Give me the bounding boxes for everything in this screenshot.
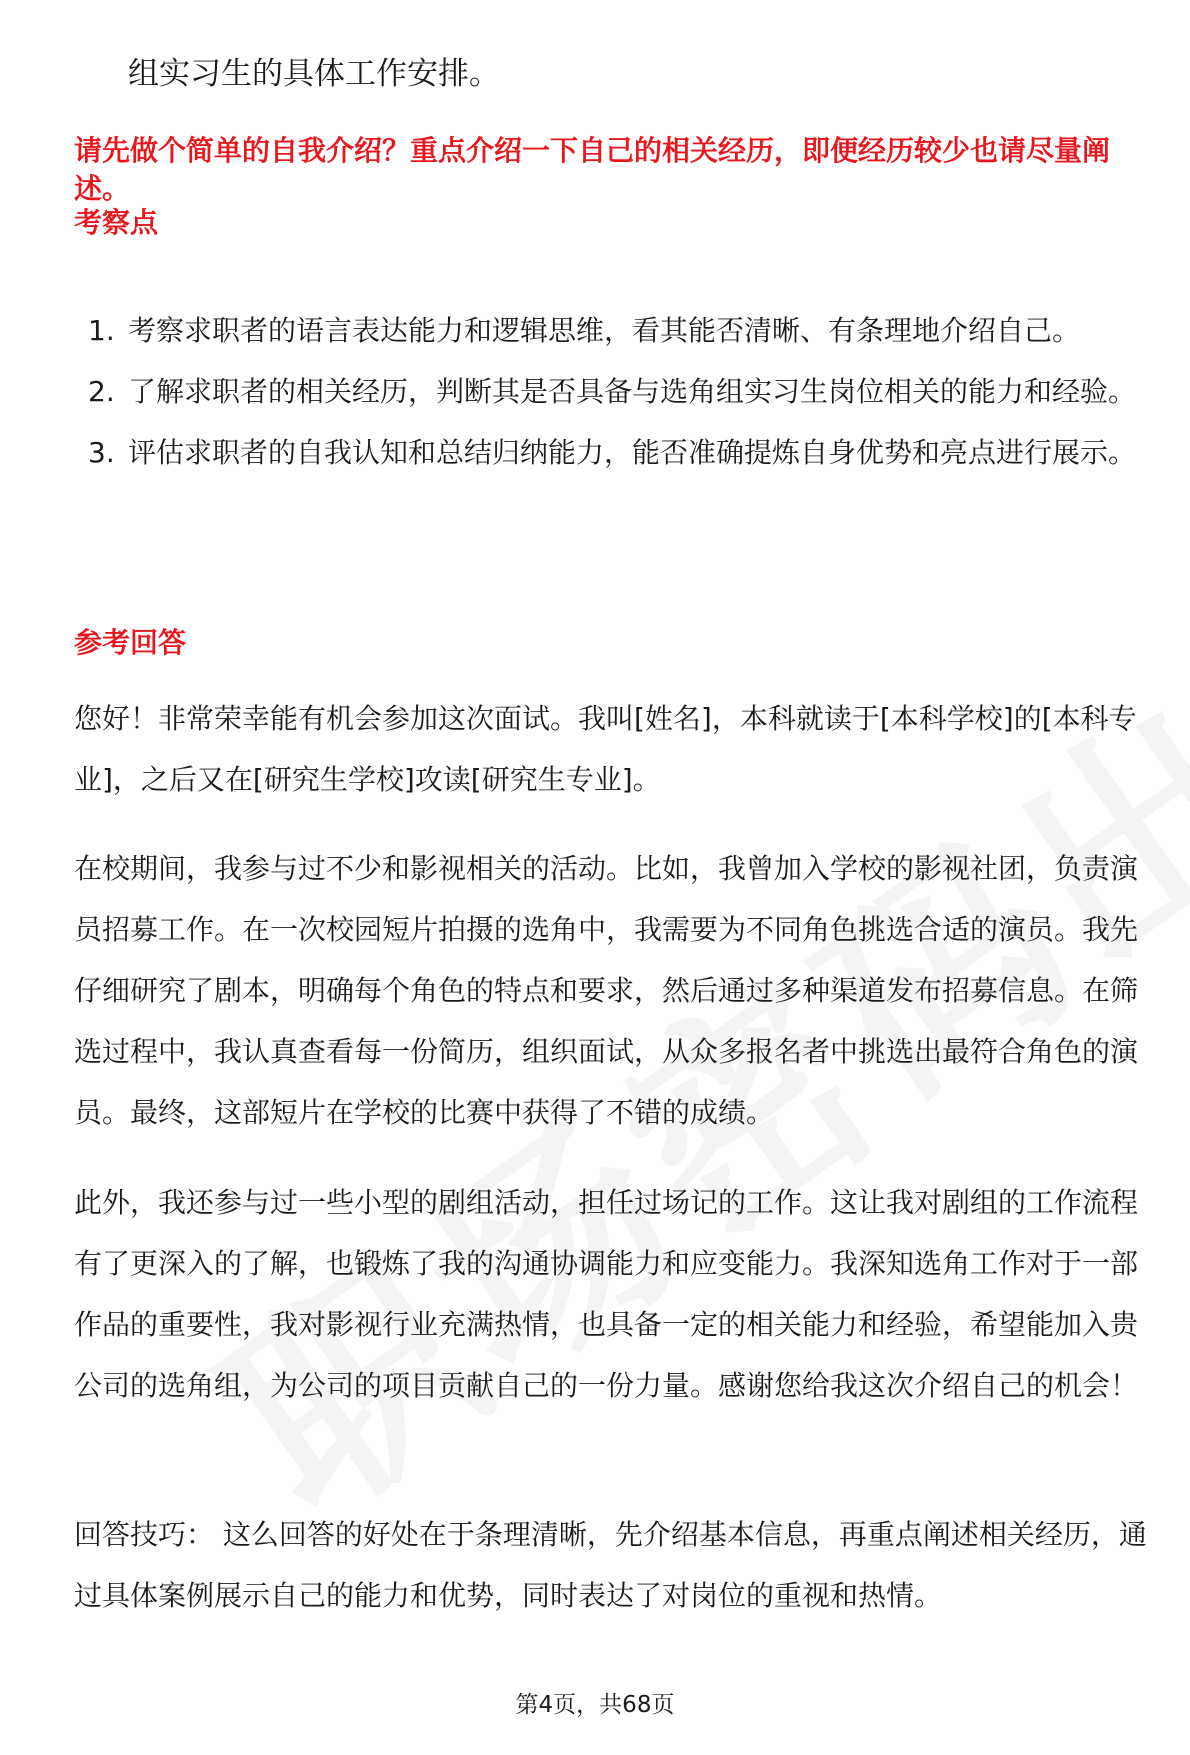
carry-over-line: 组实习生的具体工作安排。 [128,56,500,92]
assessment-item [74,361,1154,422]
page-number: 第4页，共68页 [515,1692,675,1718]
answer-paragraph: 在校期间，我参与过不少和影视相关的活动。比如，我曾加入学校的影视社团，负责演员招募工作。在一次校园短片拍摄的选角中，我需要为不同角色挑选合适的演员。我先仔细研究了剧本，明确每个角色的特点和要求，然后通过多种渠道发布招募信息。在筛选过程中，我认真查看每一份简历，组织面试，从众多报名者中挑选出最符合角色的演员。最终，这部短片在学校的比赛中获得了不错的成绩。 [74,852,1139,1129]
answer-tips: 回答技巧： 这么回答的好处在于条理清晰，先介绍基本信息，再重点阐述相关经历，通过具体案例展示自己的能力和优势，同时表达了对岗位的重视和热情。 [74,1518,1147,1612]
assessment-item-number: 2. [88,375,115,408]
assessment-item-number: 3. [88,436,115,469]
answer-paragraph: 此外，我还参与过一些小型的剧组活动，担任过场记的工作。这让我对剧组的工作流程有了更深入的了解，也锻炼了我的沟通协调能力和应变能力。我深知选角工作对于一部作品的重要性，我对影视行业充满热情，也具备一定的相关能力和经验，希望能加入贵公司的选角组，为公司的项目贡献自己的一份力量。感谢您给我这次介绍自己的机会！ [74,1186,1139,1402]
assessment-list [74,300,1154,483]
assessment-item [74,422,1154,483]
assessment-item-text: 考察求职者的语言表达能力和逻辑思维，看其能否清晰、有条理地介绍自己。 [128,314,1081,347]
answer-title: 参考回答 [74,626,187,659]
interview-question: 请先做个简单的自我介绍？重点介绍一下自己的相关经历，即便经历较少也请尽量阐述。 [74,134,1111,205]
assessment-item-text: 了解求职者的相关经历，判断其是否具备与选角组实习生岗位相关的能力和经验。 [128,375,1137,408]
assessment-title: 考察点 [74,206,159,239]
assessment-item [74,300,1154,361]
answer-paragraph: 您好！非常荣幸能有机会参加这次面试。我叫[姓名]，本科就读于[本科学校]的[本科专业]，之后又在[研究生学校]攻读[研究生专业]。 [74,702,1137,796]
assessment-item-text: 评估求职者的自我认知和总结归纳能力，能否准确提炼自身优势和亮点进行展示。 [128,436,1137,469]
assessment-item-number: 1. [88,314,115,347]
